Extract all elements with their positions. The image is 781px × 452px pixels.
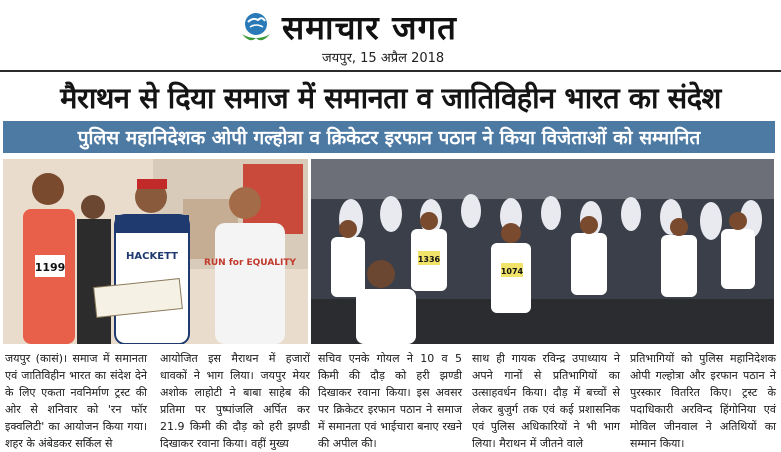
article-column-2: आयोजित इस मैराथन में हजारों धावकों ने भाग लिया। जयपुर मेयर अशोक लाहोटी ने बाबा साहेब की प्रतिमा पर पुष्पांजलि अर्पित कर 21.9 किमी की दौड़ को हरी झण्डी दिखाकर रवाना किया। वहीं मुख्य (160, 352, 310, 450)
article-headline: मैराथन से दिया समाज में समानता व जातिविहीन भारत का संदेश (60, 81, 721, 115)
tshirt-print-text: RUN for EQUALITY (203, 258, 297, 268)
article-column-1: जयपुर (कासं)। समाज में समानता एवं जातिविहीन भारत का संदेश देने के लिए एकता नवनिर्माण ट्रस्ट की ओर से शनिवार को 'रन फॉर इक्वलिटी' का आयोजन किया गया। शहर के अंबेडकर सर्किल से (5, 352, 147, 450)
globe-leaf-logo-icon (236, 8, 276, 48)
masthead-divider (0, 70, 781, 72)
masthead (0, 0, 781, 66)
dateline: जयपुर, 15 अप्रैल 2018 (322, 51, 445, 66)
runner-bib-2: 1336 (417, 255, 441, 264)
article-subheadline: पुलिस महानिदेशक ओपी गल्होत्रा व क्रिकेटर इरफान पठान ने किया विजेताओं को सम्मानित (77, 127, 701, 149)
article-column-4: साथ ही गायक रविन्द्र उपाध्याय ने अपने गानों से प्रतिभागियों का उत्साहवर्धन किया। दौड़ में बच्चों से लेकर बुजुर्ग तक एवं कई प्रशासनिक एवं पुलिस अधिकारियों ने भी भाग लिया। मैराथन में जीतने वाले (472, 352, 620, 450)
shirt-brand-text: HACKETT (126, 251, 178, 262)
award-ceremony-photo (3, 159, 308, 344)
runner-bib-1: 1074 (500, 267, 524, 276)
marathon-runners-photo (311, 159, 774, 344)
article-column-3: सचिव एनके गोयल ने 10 व 5 किमी की दौड़ को हरी झण्डी दिखाकर रवाना किया। इस अवसर पर क्रिकेटर इरफान पठान ने समाज में समानता एवं भाईचारा बनाए रखने की अपील की। (318, 352, 462, 450)
subheadline-bar (3, 121, 775, 153)
article-column-5: प्रतिभागियों को पुलिस महानिदेशक ओपी गल्होत्रा और इरफान पठान ने पुरस्कार वितरित किए। ट्रस्ट के पदाधिकारी अरविन्द हिंगोनिया एवं मोविल जीनवाल ने अतिथियों का सम्मान किया। (630, 352, 776, 450)
winner-bib-number: 1199 (34, 261, 66, 274)
newspaper-name: समाचार जगत (282, 8, 457, 47)
